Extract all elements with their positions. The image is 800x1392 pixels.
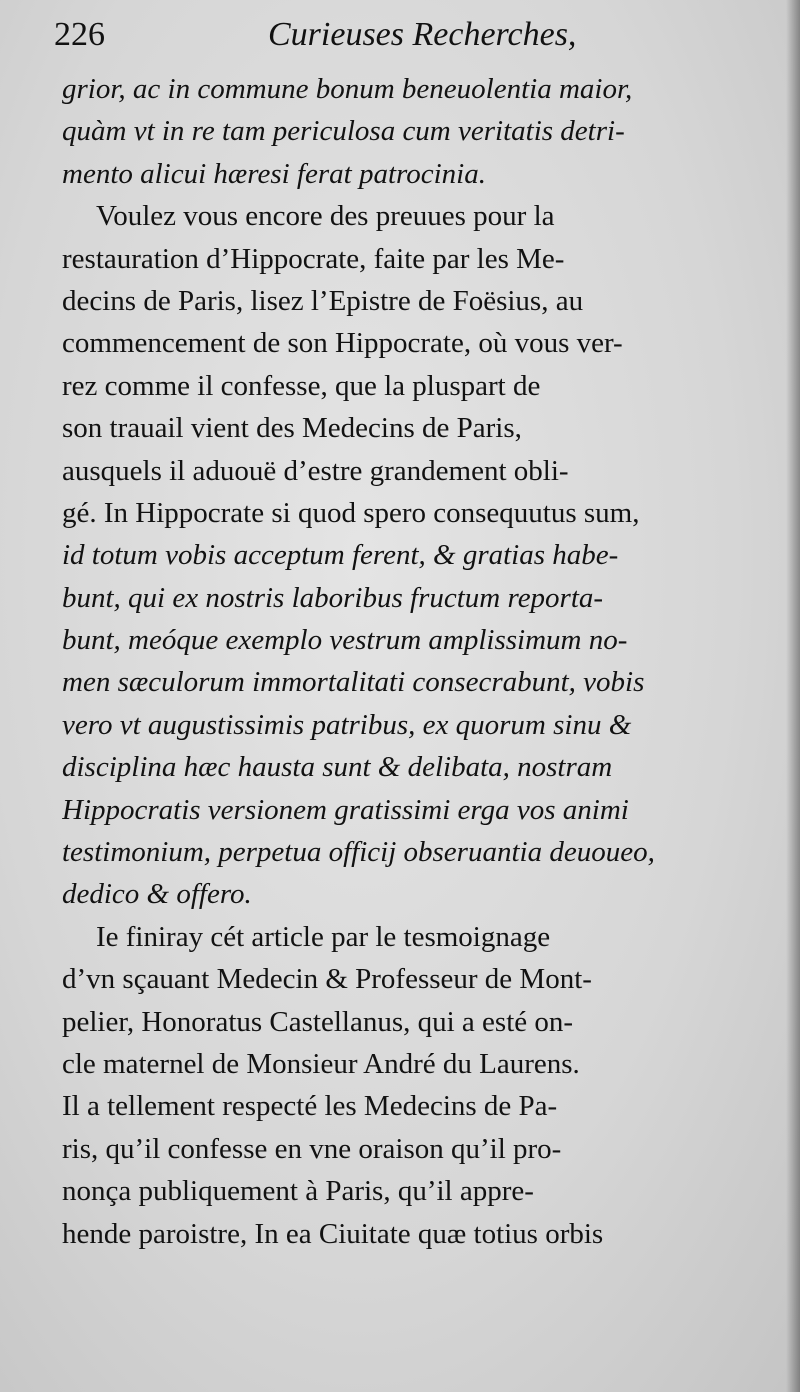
text-line: Il a tellement respecté les Medecins de Pa- bbox=[62, 1090, 558, 1123]
text-line: decins de Paris, lisez l’Epistre de Foësius, au bbox=[62, 284, 584, 317]
text-line: rez comme il confesse, que la pluspart de bbox=[62, 369, 541, 402]
text-line: id totum vobis acceptum ferent, & gratias habe- bbox=[62, 539, 619, 572]
text-line: dedico & offero. bbox=[62, 878, 252, 911]
body-text bbox=[62, 68, 774, 1255]
text-line: d’vn sçauant Medecin & Professeur de Mont- bbox=[62, 963, 592, 996]
text-line: nonça publiquement à Paris, qu’il appre- bbox=[62, 1175, 534, 1208]
text-line: hende paroistre, In ea Ciuitate quæ totius orbis bbox=[62, 1217, 604, 1250]
text-line: Voulez vous encore des preuues pour la bbox=[96, 200, 555, 233]
text-line: disciplina hæc hausta sunt & delibata, nostram bbox=[62, 751, 613, 784]
text-line: men sæculorum immortalitati consecrabunt, vobis bbox=[62, 666, 645, 699]
text-line: Ie finiray cét article par le tesmoignage bbox=[96, 920, 551, 953]
text-line: testimonium, perpetua officij obseruantia deuoueo, bbox=[62, 836, 655, 869]
text-line: quàm vt in re tam periculosa cum veritatis detri- bbox=[62, 115, 625, 148]
text-line: commencement de son Hippocrate, où vous ver- bbox=[62, 327, 623, 360]
page-number: 226 bbox=[54, 16, 105, 53]
text-line: mento alicui hæresi ferat patrocinia. bbox=[62, 157, 486, 190]
text-line: gé. In Hippocrate si quod spero consequutus sum, bbox=[62, 496, 640, 529]
text-line: restauration d’Hippocrate, faite par les Me- bbox=[62, 242, 565, 275]
text-line: grior, ac in commune bonum beneuolentia maior, bbox=[62, 73, 633, 105]
text-line: Hippocratis versionem gratissimi erga vos animi bbox=[62, 793, 629, 826]
text-line: ausquels il aduouë d’estre grandement obli- bbox=[62, 454, 569, 487]
text-line: bunt, meóque exemplo vestrum amplissimum no- bbox=[62, 624, 628, 657]
text-line: cle maternel de Monsieur André du Laurens. bbox=[62, 1047, 580, 1080]
text-line: vero vt augustissimis patribus, ex quorum sinu & bbox=[62, 708, 632, 741]
text-line: pelier, Honoratus Castellanus, qui a esté on- bbox=[62, 1005, 574, 1038]
text-line: bunt, qui ex nostris laboribus fructum reporta- bbox=[62, 581, 604, 614]
page-header bbox=[48, 10, 788, 62]
page-gutter-shadow bbox=[786, 0, 800, 1392]
text-line: son trauail vient des Medecins de Paris, bbox=[62, 412, 522, 445]
running-head: Curieuses Recherches, bbox=[268, 16, 577, 53]
text-line: ris, qu’il confesse en vne oraison qu’il pro- bbox=[62, 1132, 562, 1165]
